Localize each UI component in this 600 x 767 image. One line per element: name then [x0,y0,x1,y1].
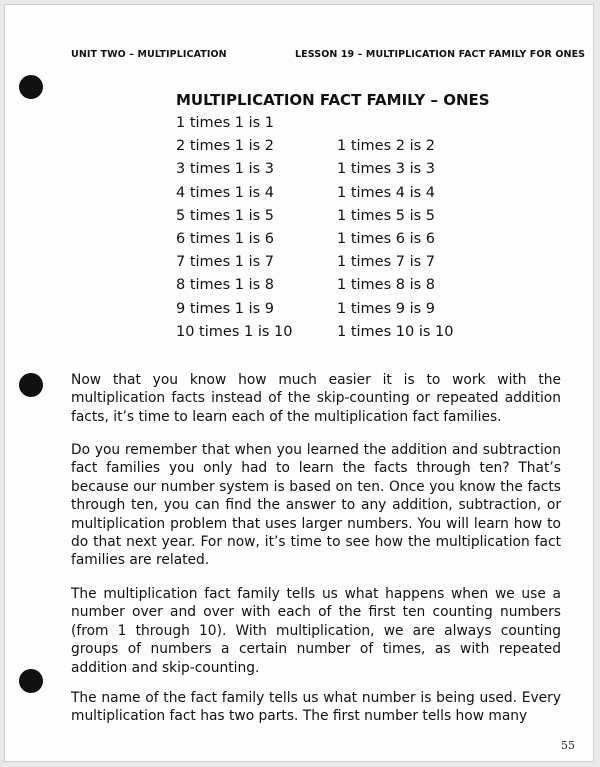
fact-row [176,254,476,277]
fact-right: 1 times 8 is 8 [337,277,436,294]
fact-right: 1 times 9 is 9 [337,300,436,317]
page-number: 55 [561,739,575,752]
fact-left: 3 times 1 is 3 [176,161,275,178]
fact-left: 1 times 1 is 1 [176,115,275,131]
textbook-page [4,4,594,762]
unit-header: UNIT TWO – MULTIPLICATION [71,49,227,60]
paragraph-fact-name: The name of the fact family tells us what number is being used. Every multiplication fact has two parts. The first number tells how many [71,690,561,725]
fact-right: 1 times 2 is 2 [337,138,436,155]
fact-row [176,185,476,208]
fact-right: 1 times 5 is 5 [337,207,436,224]
fact-table [176,115,476,347]
paragraph-intro: Now that you know how much easier it is to work with the multiplication facts instead of the skip-counting or repeated addition facts, it’s time to learn each of the multiplication fact families. [71,372,561,425]
fact-left: 5 times 1 is 5 [176,207,275,224]
lesson-header: LESSON 19 – MULTIPLICATION FACT FAMILY FOR ONES [295,49,586,60]
fact-left: 4 times 1 is 4 [176,184,275,201]
fact-left: 8 times 1 is 8 [176,277,275,294]
fact-family-title: MULTIPLICATION FACT FAMILY – ONES [176,91,490,109]
fact-right: 1 times 7 is 7 [337,254,436,271]
fact-left: 9 times 1 is 9 [176,300,275,317]
fact-right: 1 times 10 is 10 [337,323,454,340]
fact-row [176,324,476,347]
fact-row [176,277,476,300]
fact-left: 7 times 1 is 7 [176,254,275,271]
fact-row [176,115,476,138]
fact-right: 1 times 4 is 4 [337,184,436,201]
binder-hole-2 [19,373,43,397]
fact-row [176,301,476,324]
fact-left: 10 times 1 is 10 [176,323,293,340]
fact-row [176,161,476,184]
binder-hole-3 [19,669,43,693]
paragraph-fact-family: The multiplication fact family tells us what happens when we use a number over and over with each of the first ten counting numbers (from 1 through 10). With multiplication, we are always counting groups of numbers a certain number of times, as with repeated addition and skip-counting. [71,586,561,676]
paragraph-number-system: Do you remember that when you learned the addition and subtraction fact families you only had to learn the facts through ten? That’s because our number system is based on ten. Once you know the facts through ten, you can find the answer to any addition, subtraction, or multiplication problem that uses larger numbers. You will learn how to do that next year. For now, it’s time to see how the multiplication fact families are related. [71,442,561,569]
fact-row [176,231,476,254]
fact-row [176,208,476,231]
fact-row [176,138,476,161]
binder-hole-1 [19,75,43,99]
fact-left: 6 times 1 is 6 [176,230,275,247]
fact-left: 2 times 1 is 2 [176,138,275,155]
fact-right: 1 times 6 is 6 [337,230,436,247]
fact-right: 1 times 3 is 3 [337,161,436,178]
